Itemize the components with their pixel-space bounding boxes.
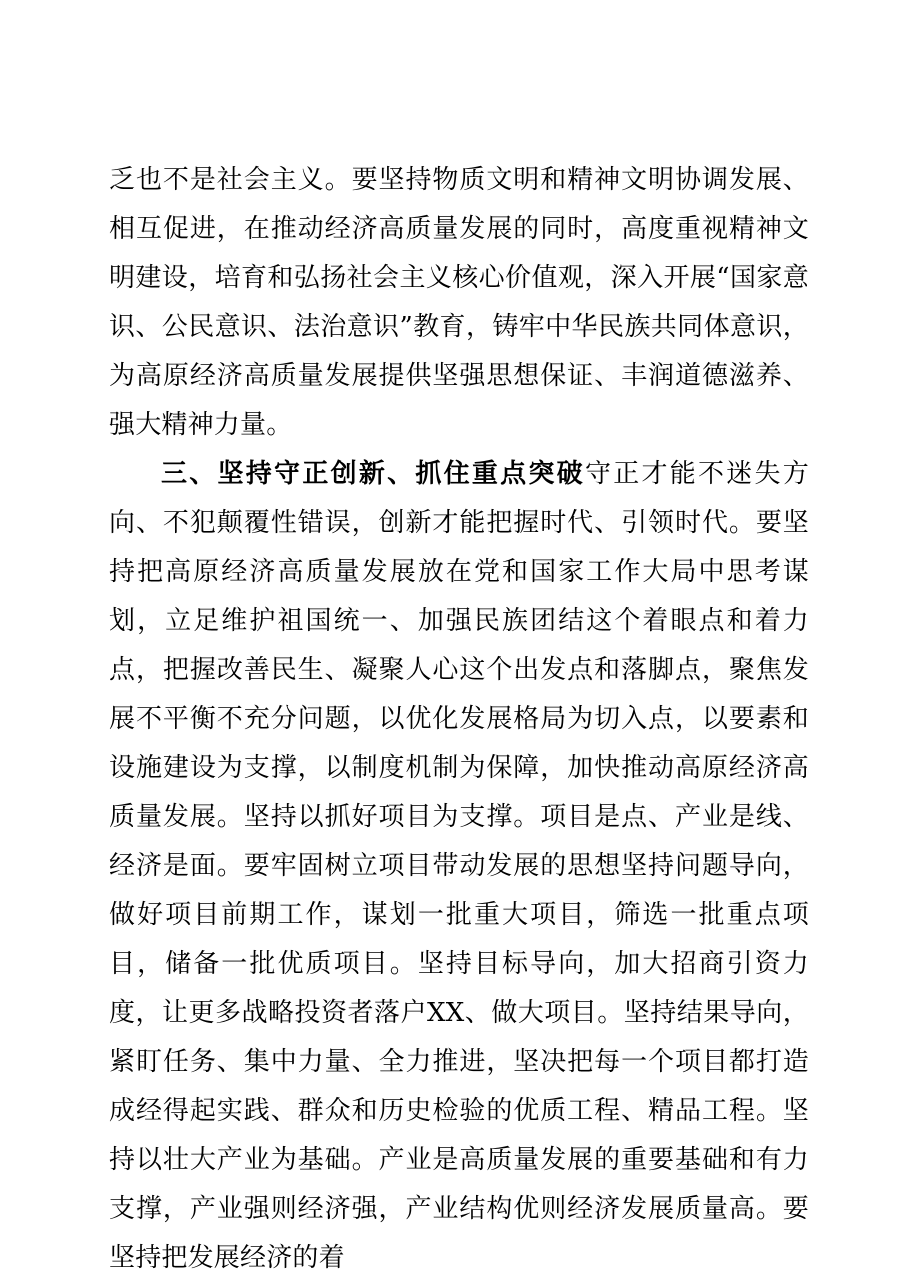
section-body-text: 守正才能不迷失方向、不犯颠覆性错误，创新才能把握时代、引领时代。要坚持把高原经济高质量发展放在党和国家工作大局中思考谋划，立足维护祖国统一、加强民族团结这个着眼点和着力点，把握改善民生、凝聚人心这个出发点和落脚点，聚焦发展不平衡不充分问题，以优化发展格局为切入点，以要素和设施建设为支撑，以制度机制为保障，加快推动高原经济高质量发展。坚持以抓好项目为支撑。项目是点、产业是线、经济是面。要牢固树立项目带动发展的思想坚持问题导向，做好项目前期工作，谋划一批重大项目，筛选一批重点项目，储备一批优质项目。坚持目标导向，加大招商引资力度，让更多战略投资者落户XX、做大项目。坚持结果导向，紧盯任务、集中力量、全力推进，坚决把每一个项目都打造成经得起实践、群众和历史检验的优质工程、精品工程。坚持以壮大产业为基础。产业是高质量发展的重要基础和有力支撑，产业强则经济强，产业结构优则经济发展质量高。要坚持把发展经济的着 [109, 459, 809, 1273]
paragraph-continued: 乏也不是社会主义。要坚持物质文明和精神文明协调发展、相互促进，在推动经济高质量发展的同时，高度重视精神文明建设，培育和弘扬社会主义核心价值观，深入开展“国家意识、公民意识、法治意识”教育，铸牢中华民族共同体意识，为高原经济高质量发展提供坚强思想保证、丰润道德滋养、强大精神力量。 [109, 165, 809, 440]
section-heading: 三、坚持守正创新、抓住重点突破 [161, 459, 585, 489]
paragraph-section-3 [109, 450, 809, 1283]
document-body [109, 156, 809, 1283]
